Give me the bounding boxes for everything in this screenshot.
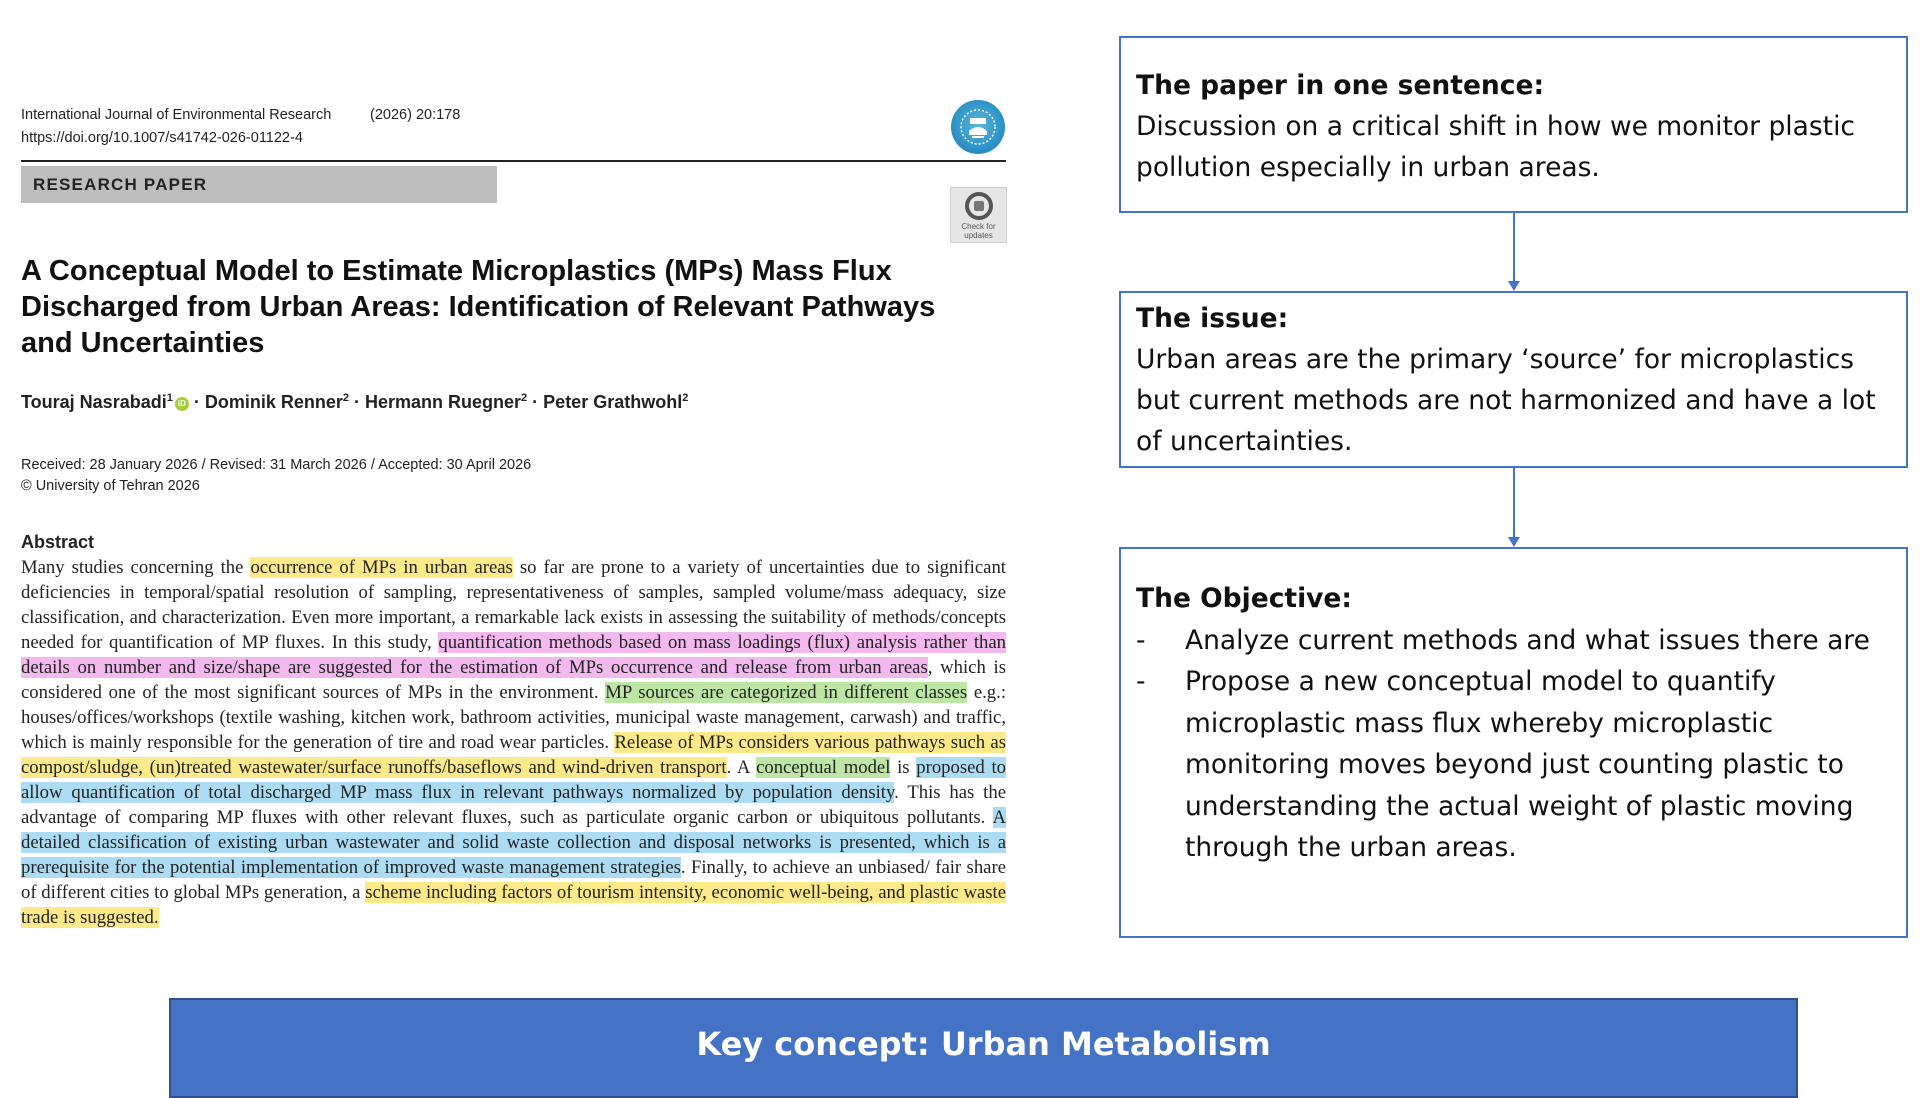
bullet-dash: - [1136, 666, 1146, 697]
objective-text: Analyze current methods and what issues there are [1185, 624, 1870, 656]
one-sentence-box [1119, 36, 1908, 213]
author: Hermann Ruegner [365, 392, 522, 412]
abstract-segment: Many studies concerning the [21, 557, 251, 578]
citation: (2026) 20:178 [370, 107, 461, 123]
objective-box [1119, 547, 1908, 938]
objective-item [1136, 661, 1891, 869]
history-dates: Received: 28 January 2026 / Revised: 31 March 2026 / Accepted: 30 April 2026 [21, 457, 532, 473]
doi-link[interactable]: https://doi.org/10.1007/s41742-026-01122-4 [21, 130, 303, 146]
highlight-yellow: scheme including factors of tourism intensity, economic well-being, and plastic waste trade is suggested. [21, 882, 1006, 928]
abstract-segment: so far are prone to a variety of uncertainties due to significant deficiencies in temporal/spatial resolution of sampling, representativeness of samples, sampled volume/mass adequacy, size classification, and characterization. Even more important, a remarkable lack exists in assessing the suitability of methods/concepts needed for quantification of MP fluxes. In this study, [21, 557, 1007, 653]
connector-line [1513, 213, 1515, 281]
abstract-segment: , which is considered one of the most significant sources of MPs in the environment. [21, 657, 1006, 703]
author-affiliation: 2 [521, 392, 528, 404]
abstract-segment: e.g.: houses/offices/workshops (textile washing, kitchen work, bathroom activities, municipal waste management, carwash) and traffic, which is mainly responsible for the generation of tire and road wear particles. [21, 682, 1007, 753]
arrow-down-icon [1508, 281, 1520, 291]
issue-heading: The issue: [1136, 303, 1289, 334]
author-affiliation: 2 [342, 392, 349, 404]
journal-line [21, 107, 461, 123]
objective-item [1136, 620, 1891, 662]
highlight-pink: quantification methods based on mass loadings (flux) analysis rather than details on number and size/shape are suggested for the estimation of MPs occurrence and release from urban areas [21, 632, 1006, 678]
check-updates-label: Check for updates [961, 222, 996, 240]
author-affiliation: 2 [682, 392, 689, 404]
journal-name: International Journal of Environmental Research [21, 107, 332, 123]
copyright: © University of Tehran 2026 [21, 478, 200, 494]
one-sentence-heading: The paper in one sentence: [1136, 70, 1545, 101]
objective-text: Propose a new conceptual model to quantify microplastic mass flux whereby microplastic monitoring moves beyond just counting plastic to understanding the actual weight of plastic moving through the urban areas. [1185, 666, 1854, 863]
orcid-icon[interactable]: iD [175, 397, 189, 411]
author: Dominik Renner [204, 392, 343, 412]
author-list: Touraj Nasrabadi$^1$ iD · Dominik Renner$^2$ · Hermann Ruegner$^2$ · Peter Grathwohl$^2$ [21, 392, 689, 412]
header-rule [21, 160, 1006, 162]
university-logo [951, 100, 1005, 154]
key-concept-banner [169, 998, 1798, 1098]
article-type-badge: RESEARCH PAPER [21, 166, 497, 203]
objective-list [1136, 620, 1891, 869]
connector-line [1513, 468, 1515, 537]
highlight-blue: A detailed classification of existing urban wastewater and solid waste collection and disposal networks is presented, which is a prerequisite for the potential implementation of improved waste management strategies [21, 807, 1006, 878]
author: Touraj Nasrabadi [21, 392, 167, 412]
key-concept-text: Key concept: Urban Metabolism [696, 1025, 1271, 1063]
check-for-updates-button[interactable] [950, 187, 1007, 243]
university-emblem-icon [958, 107, 998, 147]
issue-box [1119, 291, 1908, 468]
author: Peter Grathwohl [543, 392, 683, 412]
highlight-yellow: Release of MPs considers various pathways such as compost/sludge, (un)treated wastewater/surface runoffs/baseflows and wind-driven transport [21, 732, 1007, 778]
publication-dates [21, 455, 531, 497]
author-affiliation: 1 [166, 392, 173, 404]
highlight-blue: proposed to allow quantification of total discharged MP mass flux in relevant pathways normalized by population density [21, 757, 1006, 803]
highlight-green: MP sources are categorized in different classes [605, 682, 968, 703]
highlight-green: conceptual model [756, 757, 891, 778]
objective-heading: The Objective: [1136, 583, 1352, 614]
abstract-segment: . A [726, 757, 757, 778]
abstract-segment: . This has the advantage of comparing MP fluxes with other relevant fluxes, such as particulate organic carbon or ubiquitous pollutants. [21, 782, 1006, 828]
arrow-down-icon [1508, 537, 1520, 547]
abstract-heading: Abstract [21, 532, 95, 552]
bullet-dash: - [1136, 624, 1146, 656]
paper-title: A Conceptual Model to Estimate Microplastics (MPs) Mass Flux Discharged from Urban Areas: Identification of Relevant Pathways and Uncertainties [21, 255, 936, 359]
abstract-text [21, 555, 1006, 930]
one-sentence-body: Discussion on a critical shift in how we monitor plastic pollution especially in urban areas. [1136, 111, 1856, 183]
abstract-segment: is [890, 757, 917, 778]
issue-body: Urban areas are the primary ‘source’ for microplastics but current methods are not harmonized and have a lot of uncertainties. [1136, 344, 1876, 457]
highlight-yellow: occurrence of MPs in urban areas [250, 557, 513, 578]
abstract-segment: . Finally, to achieve an unbiased/ fair share of different cities to global MPs generation, a [21, 857, 1006, 903]
check-updates-icon [965, 192, 993, 220]
